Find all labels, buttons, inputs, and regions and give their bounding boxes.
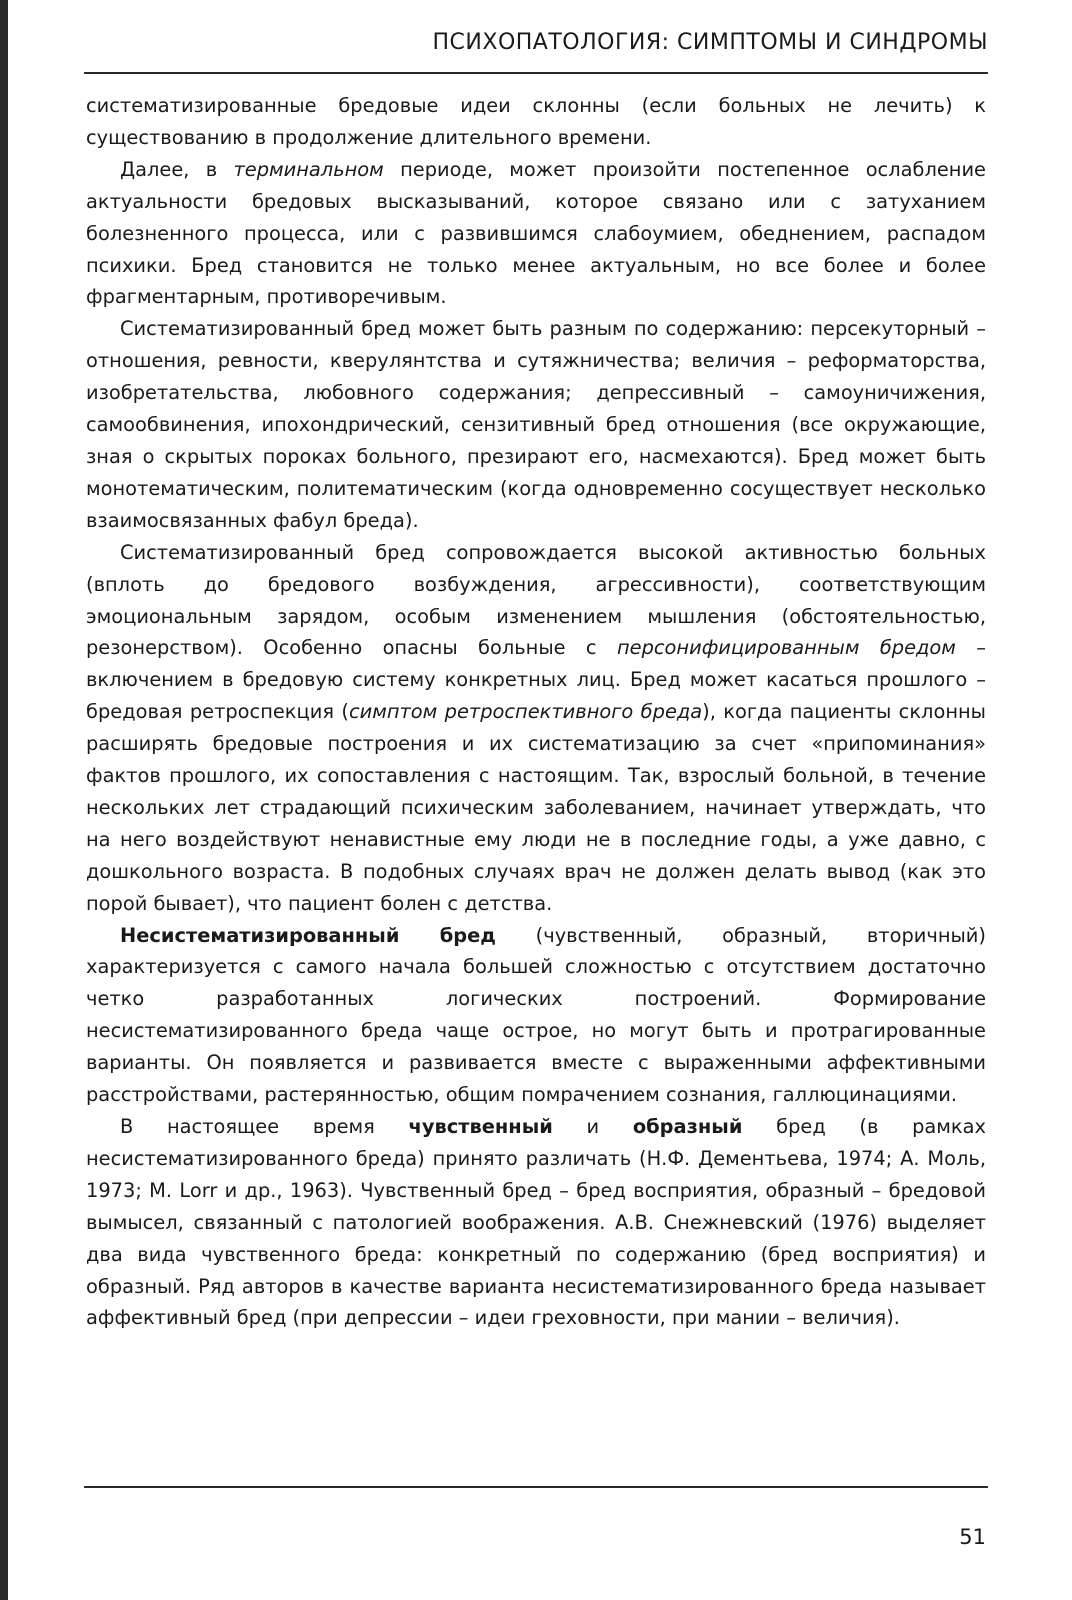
italic-term: персонифицированным бредом (616, 636, 956, 660)
paragraph-4 (86, 537, 986, 920)
bold-term: чувственный (408, 1115, 553, 1138)
page-number: 51 (959, 1525, 986, 1549)
paragraph-text: и (552, 1115, 633, 1138)
paragraph-text: Далее, в (120, 157, 234, 181)
paragraph-6 (86, 1111, 986, 1334)
header-rule (84, 72, 988, 74)
paragraph-text: – включением в бредовую систему конкретных лиц. Бред может касаться прошлого – бредовая ретроспекция ( (86, 636, 986, 724)
page-body (86, 90, 986, 1334)
footer-rule (84, 1486, 988, 1488)
paragraph-text: Систематизированный бред сопровождается высокой активностью больных (вплоть до бредового возбуждения, агрессивности), соответствующим эмоциональным зарядом, особым изменением мышления (обстоятельностью, резонерством). Особенно опасны больные с (86, 540, 986, 660)
paragraph-2 (86, 154, 986, 314)
paragraph-text: ), когда пациенты склонны расширять бредовые построения и их систематизацию за счет «припоминания» фактов прошлого, их сопоставления с настоящим. Так, взрослый больной, в течение нескольких лет страдающий психическим заболеванием, начинает утверждать, что на него воздействуют ненавистные ему люди не в последние годы, а уже давно, с дошкольного возраста. В подобных случаях врач не должен делать вывод (как это порой бывает), что пациент болен с детства. (86, 700, 986, 915)
paragraph-text: систематизированные бредовые идеи склонны (если больных не лечить) к существованию в продолжение длительного времени. (86, 94, 986, 149)
paragraph-text: периоде, может произойти постепенное ослабление актуальности бредовых высказываний, которое связано или с затуханием болезненного процесса, или с развившимся слабоумием, обеднением, распадом психики. Бред становится не только менее актуальным, но все более и более фрагментарным, противоречивым. (86, 157, 986, 309)
bold-term: образный (632, 1115, 743, 1138)
bold-term: Несистематизированный бред (120, 923, 496, 947)
italic-term: симптом ретроспективного бреда (348, 700, 703, 724)
italic-term: терминальном (233, 157, 384, 181)
paragraph-text: бред (в рамках несистематизированного бреда) принято различать (Н.Ф. Дементьева, 1974; А. Моль, 1973; M. Lorr и др., 1963). Чувственный бред – бред восприятия, образный – бредовой вымысел, связанный с патологией воображения. А.В. Снежневский (1976) выделяет два вида чувственного бреда: конкретный по содержанию (бред восприятия) и образный. Ряд авторов в качестве варианта несистематизированного бреда называет аффективный бред (при депрессии – идеи греховности, при мании – величия). (86, 1115, 987, 1330)
paragraph-text: (чувственный, образный, вторичный) характеризуется с самого начала большей сложностью с отсутствием достаточно четко разработанных логических построений. Формирование несистематизированного бреда чаще острое, но могут быть и протрагированные варианты. Он появляется и развивается вместе с выраженными аффективными расстройствами, растерянностью, общим помрачением сознания, галлюцинациями. (86, 923, 986, 1107)
paragraph-text: В настоящее время (120, 1115, 409, 1138)
paragraph-3 (86, 313, 986, 536)
paragraph-5 (86, 920, 986, 1111)
paragraph-text: Систематизированный бред может быть разным по содержанию: персекуторный – отношения, ревности, кверулянтства и сутяжничества; величия – реформаторства, изобретательства, любовного содержания; депрессивный – самоуничижения, самообвинения, ипохондрический, сензитивный бред отношения (все окружающие, зная о скрытых пороках больного, презирают его, насмехаются). Бред может быть монотематическим, политематическим (когда одновременно сосуществует несколько взаимосвязанных фабул бреда). (86, 317, 986, 532)
paragraph-1 (86, 90, 986, 154)
book-binding-edge (0, 0, 8, 1600)
running-header: ПСИХОПАТОЛОГИЯ: СИМПТОМЫ И СИНДРОМЫ (432, 30, 988, 55)
